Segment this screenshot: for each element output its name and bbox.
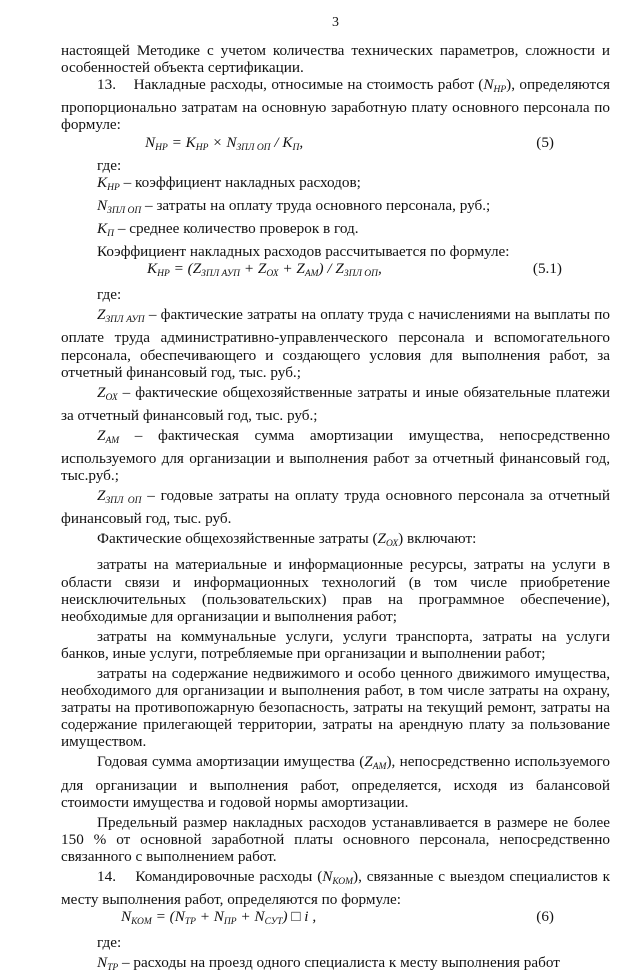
where-label: где: <box>97 286 122 304</box>
formula-6 <box>61 908 610 931</box>
section-13: 13. Накладные расходы, относимые на стоимость работ $(N_{НР})$, определяются пропорционально затратам на основную заработную плату основного персонала по формуле: <box>61 76 610 134</box>
formula-5-1 <box>61 260 610 283</box>
list-item: затраты на коммунальные услуги, услуги транспорта, затраты на услуги банков, иные услуги, потребляемые при организации и выполнении работ; <box>61 627 610 662</box>
formula-5-1-expression: $K_{НР} = (Z_{ЗПЛ АУП} + Z_{ОХ} + Z_{АМ}) / Z_{ЗПЛ ОП}$, <box>147 260 382 280</box>
definition-nzpl: $N_{ЗПЛ ОП}$ – затраты на оплату труда основного персонала, руб.; <box>97 196 491 216</box>
section-number: 13. <box>97 76 116 94</box>
formula-6-number: (6) <box>536 908 554 926</box>
formula-5 <box>61 134 610 157</box>
definition-zop: $Z_{ЗПЛ ОП}$ – годовые затраты на оплату труда основного персонала за отчетный финансовый год, тыс. руб. <box>61 487 610 528</box>
list-item: затраты на содержание недвижимого и особо ценного движимого имущества, необходимого для организации и выполнения работ, в том числе затраты на охрану, затраты на противопожарную безопасность, затраты на текущий ремонт, затраты на содержание прилегающей территории, затраты на арендную плату за пользование имуществом. <box>61 665 610 751</box>
formula-6-expression: $N_{КОМ} = (N_{ТР} + N_{ПР} + N_{СУТ})$ □ i , <box>121 908 317 928</box>
formula-5-number: (5) <box>536 133 554 151</box>
where-label: где: <box>97 156 122 174</box>
overhead-limit-paragraph: Предельный размер накладных расходов устанавливается в размере не более 150 % от основной заработной платы основного персонала, непосредственно связанного с выполнением работ. <box>61 813 610 865</box>
where-label: где: <box>97 934 122 952</box>
section-14: 14. Командировочные расходы $(N_{КОМ})$, связанные с выездом специалистов к месту выполнения работ, определяются по формуле: <box>61 868 610 909</box>
page-number: 3 <box>332 15 339 30</box>
paragraph-continuation: настоящей Методике с учетом количества технических параметров, сложности и особенностей объекта сертификации. <box>61 42 610 77</box>
formula-5-expression: $N_{НР} = K_{НР} \times N_{ЗПЛ ОП} / K_П$, <box>145 133 304 153</box>
definition-knr: $K_{НР}$ – коэффициент накладных расходов; <box>97 173 361 193</box>
definition-zaup: $Z_{ЗПЛ АУП}$ – фактические затраты на оплату труда с начислениями на выплаты по оплате труда административно-управленческого персонала и вспомогательного персонала, обеспечивающего и создающего условия для выполнения работ, за отчетный финансовый год, тыс. руб.; <box>61 306 610 381</box>
section-number: 14. <box>97 868 116 886</box>
formula-5-1-number: (5.1) <box>532 260 562 278</box>
amortization-paragraph: Годовая сумма амортизации имущества $(Z_{АМ})$, непосредственно используемого для организации и выполнения работ, определяется, исходя из балансовой стоимости имущества и годовой нормы амортизации. <box>61 753 610 811</box>
overhead-intro: Фактические общехозяйственные затраты $(Z_{ОХ})$ включают: <box>97 530 477 550</box>
list-item: затраты на материальные и информационные ресурсы, затраты на услуги в области связи и информационных технологий (в том числе приобретение неисключительных (пользовательских) прав на программное обеспечение), необходимые для организации и выполнения работ; <box>61 556 610 625</box>
definition-ntr: $N_{ТР}$ – расходы на проезд одного специалиста к месту выполнения работ <box>97 954 560 974</box>
definition-zam: $Z_{АМ}$ – фактическая сумма амортизации имущества, непосредственно используемого для организации и выполнения работ за отчетный финансовый год, тыс.руб.; <box>61 426 610 485</box>
definition-kp: $K_П$ – среднее количество проверок в год. <box>97 219 359 239</box>
coefficient-intro: Коэффициент накладных расходов рассчитывается по формуле: <box>97 243 510 261</box>
definition-zox: $Z_{ОХ}$ – фактические общехозяйственные затраты и иные обязательные платежи за отчетный финансовый год, тыс. руб.; <box>61 383 610 424</box>
